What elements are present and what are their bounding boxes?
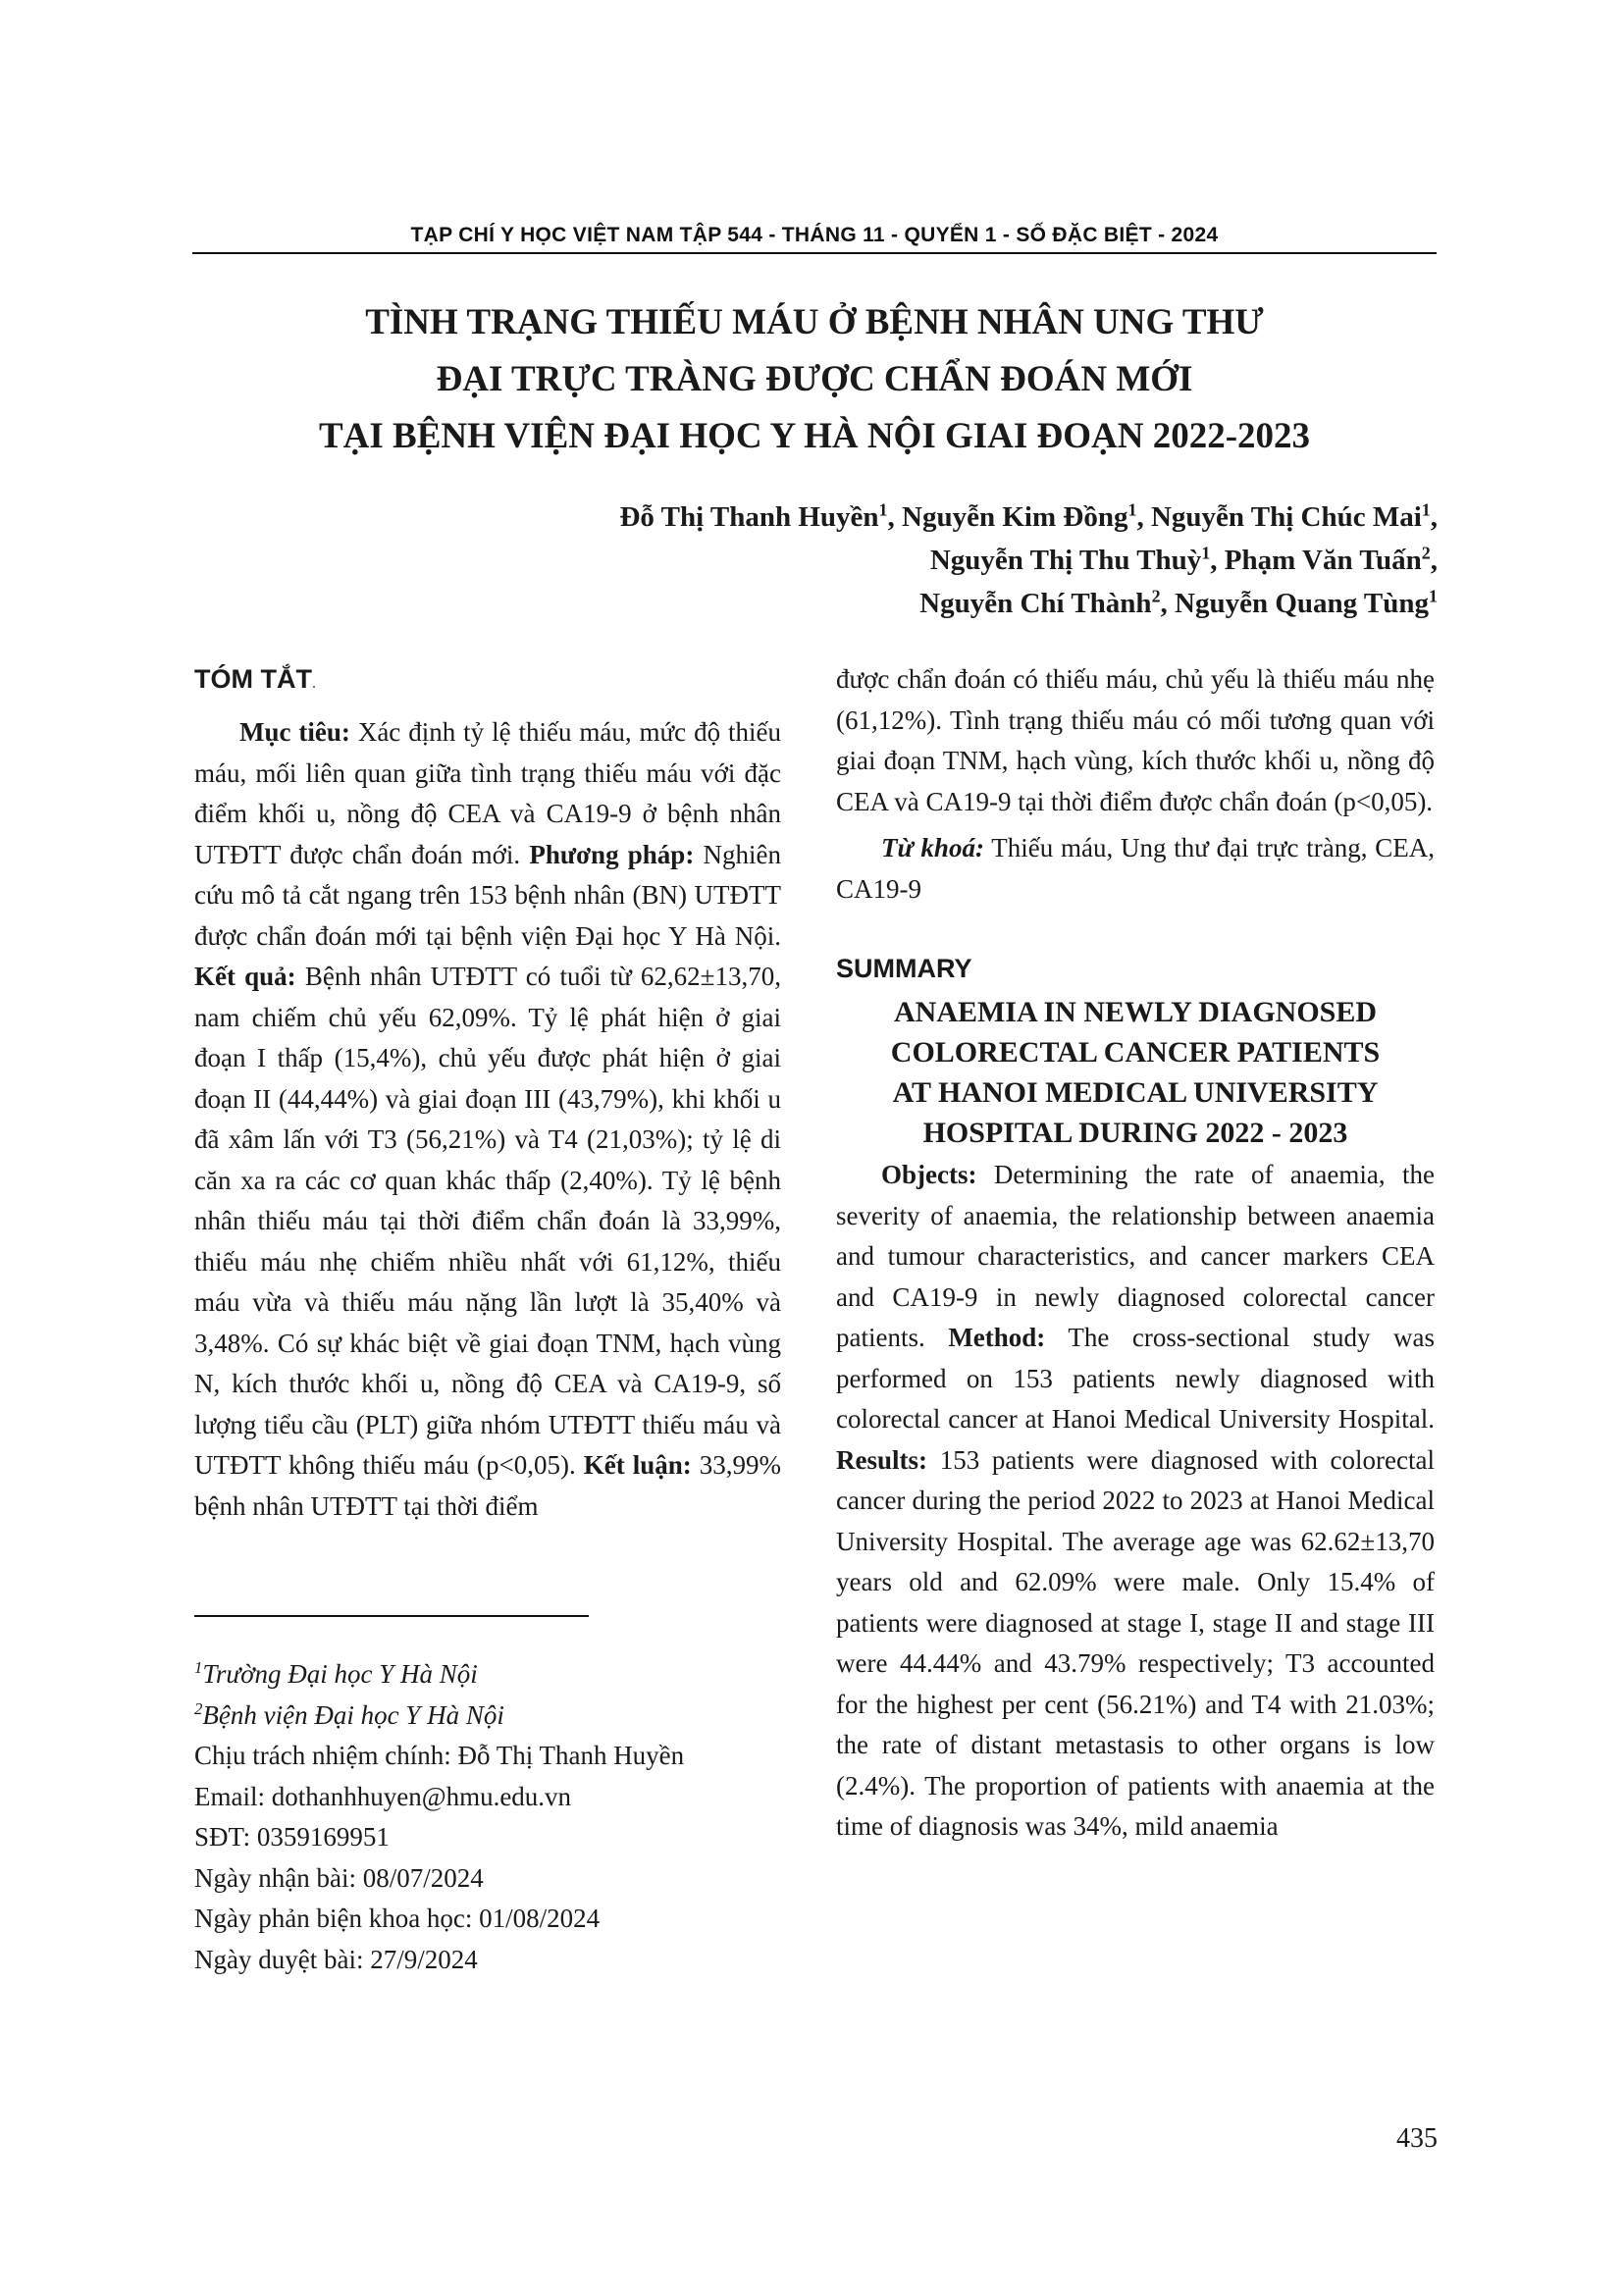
method-label: Phương pháp: (529, 839, 695, 869)
affiliation-mark: 1 (1421, 499, 1431, 520)
affiliation-mark: 2 (1421, 543, 1431, 563)
english-title-line: ANAEMIA IN NEWLY DIAGNOSED (893, 996, 1378, 1028)
abstract-paragraph (194, 712, 781, 1527)
author-name: Nguyễn Chí Thành (919, 588, 1152, 619)
author-separator: , (1210, 545, 1225, 576)
author-separator: , (1430, 545, 1438, 576)
summary-heading: SUMMARY (836, 954, 972, 983)
author-name: Nguyễn Kim Đồng (902, 501, 1128, 533)
footnotes (194, 1654, 803, 1980)
results-label-en: Results: (836, 1444, 927, 1475)
affiliation-mark: 2 (1151, 586, 1161, 606)
english-title (836, 992, 1435, 1153)
title-line: TẠI BỆNH VIỆN ĐẠI HỌC Y HÀ NỘI GIAI ĐOẠN 2022-2023 (318, 416, 1311, 456)
author-separator: , (1430, 501, 1438, 533)
affiliation-2-mark: 2 (194, 1698, 203, 1718)
method-text-en: The cross-sectional study was performed on 153 patients newly diagnosed with colorectal cancer at Hanoi Medical University Hospital. (836, 1323, 1436, 1434)
article-title (192, 294, 1437, 465)
affiliation-1-text: Trường Đại học Y Hà Nội (202, 1659, 478, 1689)
author-line (358, 496, 1438, 539)
keywords-label: Từ khoá: (881, 833, 984, 862)
abstract-heading-mark: . (311, 675, 316, 691)
footnote-rule (194, 1615, 589, 1617)
header-rule (192, 252, 1437, 254)
abstract-heading (194, 659, 781, 703)
method-label-en: Method: (948, 1323, 1046, 1352)
phone: SĐT: 0359169951 (194, 1822, 390, 1852)
affiliation-1 (194, 1654, 803, 1696)
author-name: Nguyễn Quang Tùng (1175, 588, 1430, 619)
author-list (358, 496, 1438, 625)
affiliation-mark: 1 (878, 499, 888, 520)
author-name: Nguyễn Thị Thu Thuỳ (929, 545, 1202, 576)
received-date: Ngày nhận bài: 08/07/2024 (194, 1862, 484, 1893)
page-number: 435 (1396, 2123, 1438, 2154)
affiliation-mark: 1 (1201, 543, 1211, 563)
title-line: TÌNH TRẠNG THIẾU MÁU Ở BỆNH NHÂN UNG THƯ (365, 302, 1264, 342)
results-label: Kết quả: (194, 962, 296, 991)
author-name: Đỗ Thị Thanh Huyền (619, 501, 879, 533)
abstract-heading-text: TÓM TẮT (194, 664, 312, 694)
affiliation-2-text: Bệnh viện Đại học Y Hà Nội (202, 1699, 504, 1730)
affiliation-mark: 1 (1429, 586, 1438, 606)
corresponding-author: Chịu trách nhiệm chính: Đỗ Thị Thanh Huyền (194, 1741, 685, 1770)
conclusion-label: Kết luận: (583, 1450, 692, 1480)
email: Email: dothanhhuyen@hmu.edu.vn (194, 1781, 572, 1811)
keywords-text: Thiếu máu, Ung thư đại trực tràng, CEA, CA19-9 (836, 833, 1435, 904)
summary-paragraph (836, 1155, 1435, 1848)
accepted-date: Ngày duyệt bài: 27/9/2024 (194, 1944, 478, 1974)
right-column (836, 659, 1435, 1848)
reviewed-date: Ngày phản biện khoa học: 01/08/2024 (194, 1904, 601, 1933)
english-title-line: AT HANOI MEDICAL UNIVERSITY (892, 1076, 1379, 1109)
conclusion-text-cont: được chẩn đoán có thiếu máu, chủ yếu là thiếu máu nhẹ (61,12%). Tình trạng thiếu máu có mối tương quan với giai đoạn TNM, hạch vùng, kích thước khối u, nồng độ CEA và CA19-9 tại thời điểm được chẩn đoán (p<0,05). (836, 664, 1435, 816)
objective-label: Mục tiêu: (239, 717, 350, 747)
author-line (358, 582, 1438, 625)
results-text-en: 153 patients were diagnosed with colorectal cancer during the period 2022 to 2023 at Hanoi Medical University Hospital. The average age was 62.62±13,70 years old and 62.09% were male. Only 15.4% of patients were diagnosed at stage I, stage II and stage III were 44.44% and 43.79% respectively; T3 accounted for the highest per cent (56.21%) and T4 with 21.03%; the rate of distant metastasis to other organs is low (2.4%). The proportion of patients with anaemia at the time of diagnosis was 34%, mild anaemia (836, 1444, 1435, 1841)
author-name: Nguyễn Thị Chúc Mai (1150, 501, 1422, 533)
conclusion-text-part: 33,99% bệnh nhân UTĐTT tại thời điểm (194, 1450, 781, 1521)
affiliation-mark: 1 (1127, 499, 1137, 520)
affiliation-1-mark: 1 (194, 1658, 203, 1677)
objects-label: Objects: (881, 1160, 977, 1189)
title-line: ĐẠI TRỰC TRÀNG ĐƯỢC CHẨN ĐOÁN MỚI (436, 359, 1193, 399)
keywords (836, 828, 1435, 910)
author-separator: , (1136, 501, 1151, 533)
author-name: Phạm Văn Tuấn (1224, 545, 1422, 576)
objective-text: Xác định tỷ lệ thiếu máu, mức độ thiếu máu, mối liên quan giữa tình trạng thiếu máu với đặc điểm khối u, nồng độ CEA và CA19-9 ở bệnh nhân UTĐTT được chẩn đoán mới. (194, 717, 781, 869)
author-line (358, 539, 1438, 582)
affiliation-2 (194, 1696, 803, 1737)
objects-text: Determining the rate of anaemia, the severity of anaemia, the relationship between anaemia and tumour characteristics, and cancer markers CEA and CA19-9 in newly diagnosed colorectal cancer patients. (836, 1160, 1435, 1352)
abstract-continuation (836, 659, 1435, 822)
english-title-line: COLORECTAL CANCER PATIENTS (890, 1036, 1381, 1069)
left-column (194, 659, 781, 1527)
author-separator: , (1160, 588, 1176, 619)
author-separator: , (887, 501, 903, 533)
running-head: TẠP CHÍ Y HỌC VIỆT NAM TẬP 544 - THÁNG 11 - QUYỂN 1 - SỐ ĐẶC BIỆT - 2024 (410, 224, 1219, 246)
method-text: Nghiên cứu mô tả cắt ngang trên 153 bệnh nhân (BN) UTĐTT được chẩn đoán mới tại bệnh viện Đại học Y Hà Nội. (194, 839, 781, 951)
english-title-line: HOSPITAL DURING 2022 - 2023 (922, 1117, 1348, 1149)
results-text: Bệnh nhân UTĐTT có tuổi từ 62,62±13,70, nam chiếm chủ yếu 62,09%. Tỷ lệ phát hiện ở giai đoạn I thấp (15,4%), chủ yếu được phát hiện ở giai đoạn II (44,44%) và giai đoạn III (43,79%), khi khối u đã xâm lấn với T3 (56,21%) và T4 (21,03%); tỷ lệ di căn xa ra các cơ quan khác thấp (2,40%). Tỷ lệ bệnh nhân thiếu máu tại thời điểm chẩn đoán là 33,99%, thiếu máu nhẹ chiếm nhiều nhất với 61,12%, thiếu máu vừa và thiếu máu nặng lần lượt là 35,40% và 3,48%. Có sự khác biệt về giai đoạn TNM, hạch vùng N, kích thước khối u, nồng độ CEA và CA19-9, số lượng tiểu cầu (PLT) giữa nhóm UTĐTT thiếu máu và UTĐTT không thiếu máu (p<0,05). (194, 962, 782, 1480)
